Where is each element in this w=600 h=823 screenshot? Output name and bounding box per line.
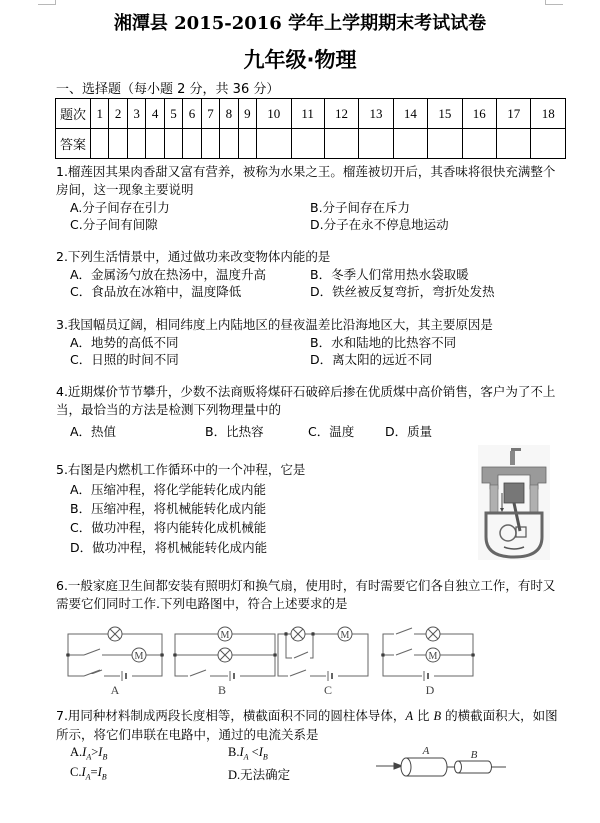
question-4-stem-line-1: 4.近期煤价节节攀升，少数不法商贩将煤矸石破碎后掺在优质煤中高价销售，客户为了不上 bbox=[56, 384, 556, 399]
answer-table-number-row bbox=[56, 99, 566, 129]
circuit-c[interactable] bbox=[278, 633, 368, 682]
question-5-option-d[interactable]: D．做功冲程，将机械能转化成内能 bbox=[70, 540, 268, 555]
answer-cell[interactable] bbox=[109, 129, 127, 159]
question-4-stem-line-2: 当，最恰当的方法是检测下列物理量中的 bbox=[56, 401, 282, 417]
question-number-cell: 15 bbox=[428, 99, 462, 129]
answer-cell[interactable] bbox=[183, 129, 201, 159]
question-2-option-b[interactable]: B．冬季人们常用热水袋取暖 bbox=[310, 267, 469, 282]
question-number-cell: 11 bbox=[291, 99, 324, 129]
subscript: B bbox=[262, 752, 268, 762]
answer-cell[interactable] bbox=[497, 129, 531, 159]
current-symbol: I bbox=[239, 745, 244, 759]
exam-subtitle: 九年级·物理 bbox=[243, 48, 357, 72]
circuit-label-d[interactable]: D bbox=[425, 683, 435, 697]
answer-cell[interactable] bbox=[359, 129, 393, 159]
question-7 bbox=[56, 707, 596, 743]
question-2 bbox=[56, 248, 596, 266]
relation: > bbox=[91, 745, 99, 759]
stem-text: 的横截面积大，如图 bbox=[441, 708, 558, 723]
question-number-cell: 8 bbox=[220, 99, 238, 129]
question-number-cell: 10 bbox=[257, 99, 291, 129]
question-7-option-d[interactable] bbox=[228, 765, 290, 783]
answer-cell[interactable] bbox=[146, 129, 164, 159]
current-symbol: I bbox=[97, 765, 102, 779]
question-number-cell: 16 bbox=[462, 99, 496, 129]
answer-cell[interactable] bbox=[91, 129, 109, 159]
subscript: A bbox=[243, 752, 249, 762]
conductor-a-cylinder bbox=[401, 758, 447, 776]
question-2-option-a[interactable]: A．金属汤勺放在热汤中，温度升高 bbox=[70, 267, 267, 282]
question-4-option-b[interactable]: B．比热容 bbox=[205, 424, 264, 439]
question-1-stem-line-2: 房间，这一现象主要说明 bbox=[56, 181, 194, 197]
question-3-option-d[interactable]: D．离太阳的远近不同 bbox=[310, 352, 433, 367]
option-text: 无法确定 bbox=[240, 767, 291, 782]
svg-text:M: M bbox=[340, 630, 350, 641]
subscript: B bbox=[101, 772, 107, 782]
question-number-cell: 18 bbox=[531, 99, 566, 129]
answer-cell[interactable] bbox=[201, 129, 219, 159]
current-symbol: I bbox=[81, 765, 86, 779]
conductor-a-label: A bbox=[405, 709, 414, 723]
question-5-option-a[interactable]: A．压缩冲程，将化学能转化成内能 bbox=[70, 482, 267, 497]
svg-text:M: M bbox=[220, 630, 230, 641]
relation: < bbox=[248, 745, 259, 759]
question-number-cell: 1 bbox=[91, 99, 109, 129]
circuit-label-b[interactable]: B bbox=[217, 683, 227, 697]
conductor-b-figure-label: B bbox=[470, 749, 478, 761]
stem-text: 7.用同种材料制成两段长度相等，横截面积不同的圆柱体导体， bbox=[56, 708, 406, 723]
motor-icon-b bbox=[218, 627, 232, 641]
option-letter: B. bbox=[228, 745, 240, 759]
section-heading: 一、选择题（每小题 2 分，共 36 分） bbox=[56, 82, 280, 97]
conductor-b-label: B bbox=[433, 709, 442, 723]
lamp-icon bbox=[291, 627, 305, 641]
circuit-label-c[interactable]: C bbox=[323, 683, 333, 697]
circuit-diagrams-figure bbox=[60, 618, 500, 700]
answer-table bbox=[55, 98, 566, 159]
svg-text:M: M bbox=[428, 651, 438, 662]
exam-title: 湘潭县 2015-2016 学年上学期期末考试试卷 bbox=[113, 13, 487, 34]
lamp-icon bbox=[108, 627, 122, 641]
question-7-option-b[interactable] bbox=[228, 745, 268, 762]
question-7-stem-line-2: 所示，将它们串联在电路中，通过的电流关系是 bbox=[56, 726, 319, 742]
question-4 bbox=[56, 383, 596, 418]
answer-table-answer-row bbox=[56, 129, 566, 159]
answer-cell[interactable] bbox=[531, 129, 566, 159]
answer-cell[interactable] bbox=[238, 129, 256, 159]
current-symbol: I bbox=[258, 745, 263, 759]
question-1-stem-line-1: 1.榴莲因其果肉香甜又富有营养，被称为水果之王。榴莲被切开后，其香味将很快充满整个 bbox=[56, 164, 556, 179]
question-7-option-a[interactable] bbox=[70, 745, 107, 762]
motor-icon-a bbox=[132, 648, 146, 662]
row-label-answer: 答案 bbox=[56, 129, 91, 159]
question-3-stem-line-1: 3.我国幅员辽阔，相同纬度上内陆地区的昼夜温差比沿海地区大，其主要原因是 bbox=[56, 317, 493, 332]
motor-icon-c bbox=[338, 627, 352, 641]
question-5-option-c[interactable]: C．做功冲程，将内能转化成机械能 bbox=[70, 520, 267, 535]
question-3-option-c[interactable]: C．日照的时间不同 bbox=[70, 352, 179, 367]
question-6-stem-line-2: 需要它们同时工作.下列电路图中，符合上述要求的是 bbox=[56, 595, 348, 611]
question-number-cell: 3 bbox=[127, 99, 145, 129]
question-4-option-d[interactable]: D．质量 bbox=[385, 424, 433, 439]
question-1-option-b[interactable]: B.分子间存在斥力 bbox=[310, 200, 411, 215]
question-number-cell: 6 bbox=[183, 99, 201, 129]
question-2-stem-line-1: 2.下列生活情景中，通过做功来改变物体内能的是 bbox=[56, 249, 331, 264]
question-1-option-a[interactable]: A.分子间存在引力 bbox=[70, 200, 170, 215]
conductor-a-figure-label: A bbox=[422, 745, 430, 757]
current-symbol: I bbox=[82, 745, 87, 759]
answer-cell[interactable] bbox=[462, 129, 496, 159]
question-3 bbox=[56, 316, 596, 334]
question-number-cell: 12 bbox=[324, 99, 358, 129]
relation: = bbox=[90, 765, 98, 779]
answer-cell[interactable] bbox=[291, 129, 324, 159]
motor-icon-d bbox=[426, 648, 440, 662]
current-symbol: I bbox=[98, 745, 103, 759]
question-1-option-d[interactable]: D.分子在永不停息地运动 bbox=[310, 217, 449, 232]
subscript: B bbox=[102, 752, 108, 762]
question-number-cell: 5 bbox=[164, 99, 182, 129]
circuit-label-a[interactable]: A bbox=[110, 683, 120, 697]
question-3-option-b[interactable]: B．水和陆地的比热容不同 bbox=[310, 335, 457, 350]
question-6-stem-line-1: 6.一般家庭卫生间都安装有照明灯和换气扇，使用时，有时需要它们各自独立工作，有时又 bbox=[56, 578, 556, 593]
question-2-option-c[interactable]: C．食品放在冰箱中，温度降低 bbox=[70, 284, 242, 299]
option-letter: C. bbox=[70, 765, 82, 779]
answer-cell[interactable] bbox=[164, 129, 182, 159]
subscript: A bbox=[86, 752, 92, 762]
lamp-icon bbox=[218, 648, 232, 662]
answer-cell[interactable] bbox=[257, 129, 291, 159]
answer-cell[interactable] bbox=[428, 129, 462, 159]
page-corner-mark-left bbox=[38, 0, 56, 5]
question-1-option-c[interactable]: C.分子间有间隙 bbox=[70, 217, 158, 232]
page-corner-mark-right bbox=[545, 0, 563, 5]
question-1 bbox=[56, 163, 596, 198]
subscript: A bbox=[85, 772, 91, 782]
row-label-question-number: 题次 bbox=[56, 99, 91, 129]
question-number-cell: 9 bbox=[238, 99, 256, 129]
question-number-cell: 13 bbox=[359, 99, 393, 129]
engine-diagram-figure bbox=[478, 445, 550, 560]
option-letter: A. bbox=[70, 745, 83, 759]
question-6 bbox=[56, 577, 596, 612]
stem-text: 比 bbox=[413, 708, 434, 723]
answer-cell[interactable] bbox=[220, 129, 238, 159]
answer-cell[interactable] bbox=[393, 129, 427, 159]
lamp-icon bbox=[426, 627, 440, 641]
question-4-option-a[interactable]: A．热值 bbox=[70, 424, 117, 439]
conductor-b-cylinder bbox=[455, 761, 492, 773]
question-5-stem-line-1: 5.右图是内燃机工作循环中的一个冲程，它是 bbox=[56, 462, 306, 477]
question-3-option-a[interactable]: A．地势的高低不同 bbox=[70, 335, 179, 350]
question-7-option-c[interactable] bbox=[70, 765, 107, 782]
answer-cell[interactable] bbox=[127, 129, 145, 159]
question-2-option-d[interactable]: D．铁丝被反复弯折，弯折处发热 bbox=[310, 284, 495, 299]
question-number-cell: 14 bbox=[393, 99, 427, 129]
question-number-cell: 2 bbox=[109, 99, 127, 129]
question-number-cell: 4 bbox=[146, 99, 164, 129]
answer-cell[interactable] bbox=[324, 129, 358, 159]
option-letter: D. bbox=[228, 768, 241, 782]
conductors-figure bbox=[372, 742, 512, 782]
question-4-option-c[interactable]: C．温度 bbox=[308, 424, 355, 439]
svg-text:M: M bbox=[134, 651, 144, 662]
question-5-option-b[interactable]: B．压缩冲程，将机械能转化成内能 bbox=[70, 501, 267, 516]
question-number-cell: 17 bbox=[497, 99, 531, 129]
question-number-cell: 7 bbox=[201, 99, 219, 129]
question-7-stem-line-1 bbox=[56, 707, 596, 726]
